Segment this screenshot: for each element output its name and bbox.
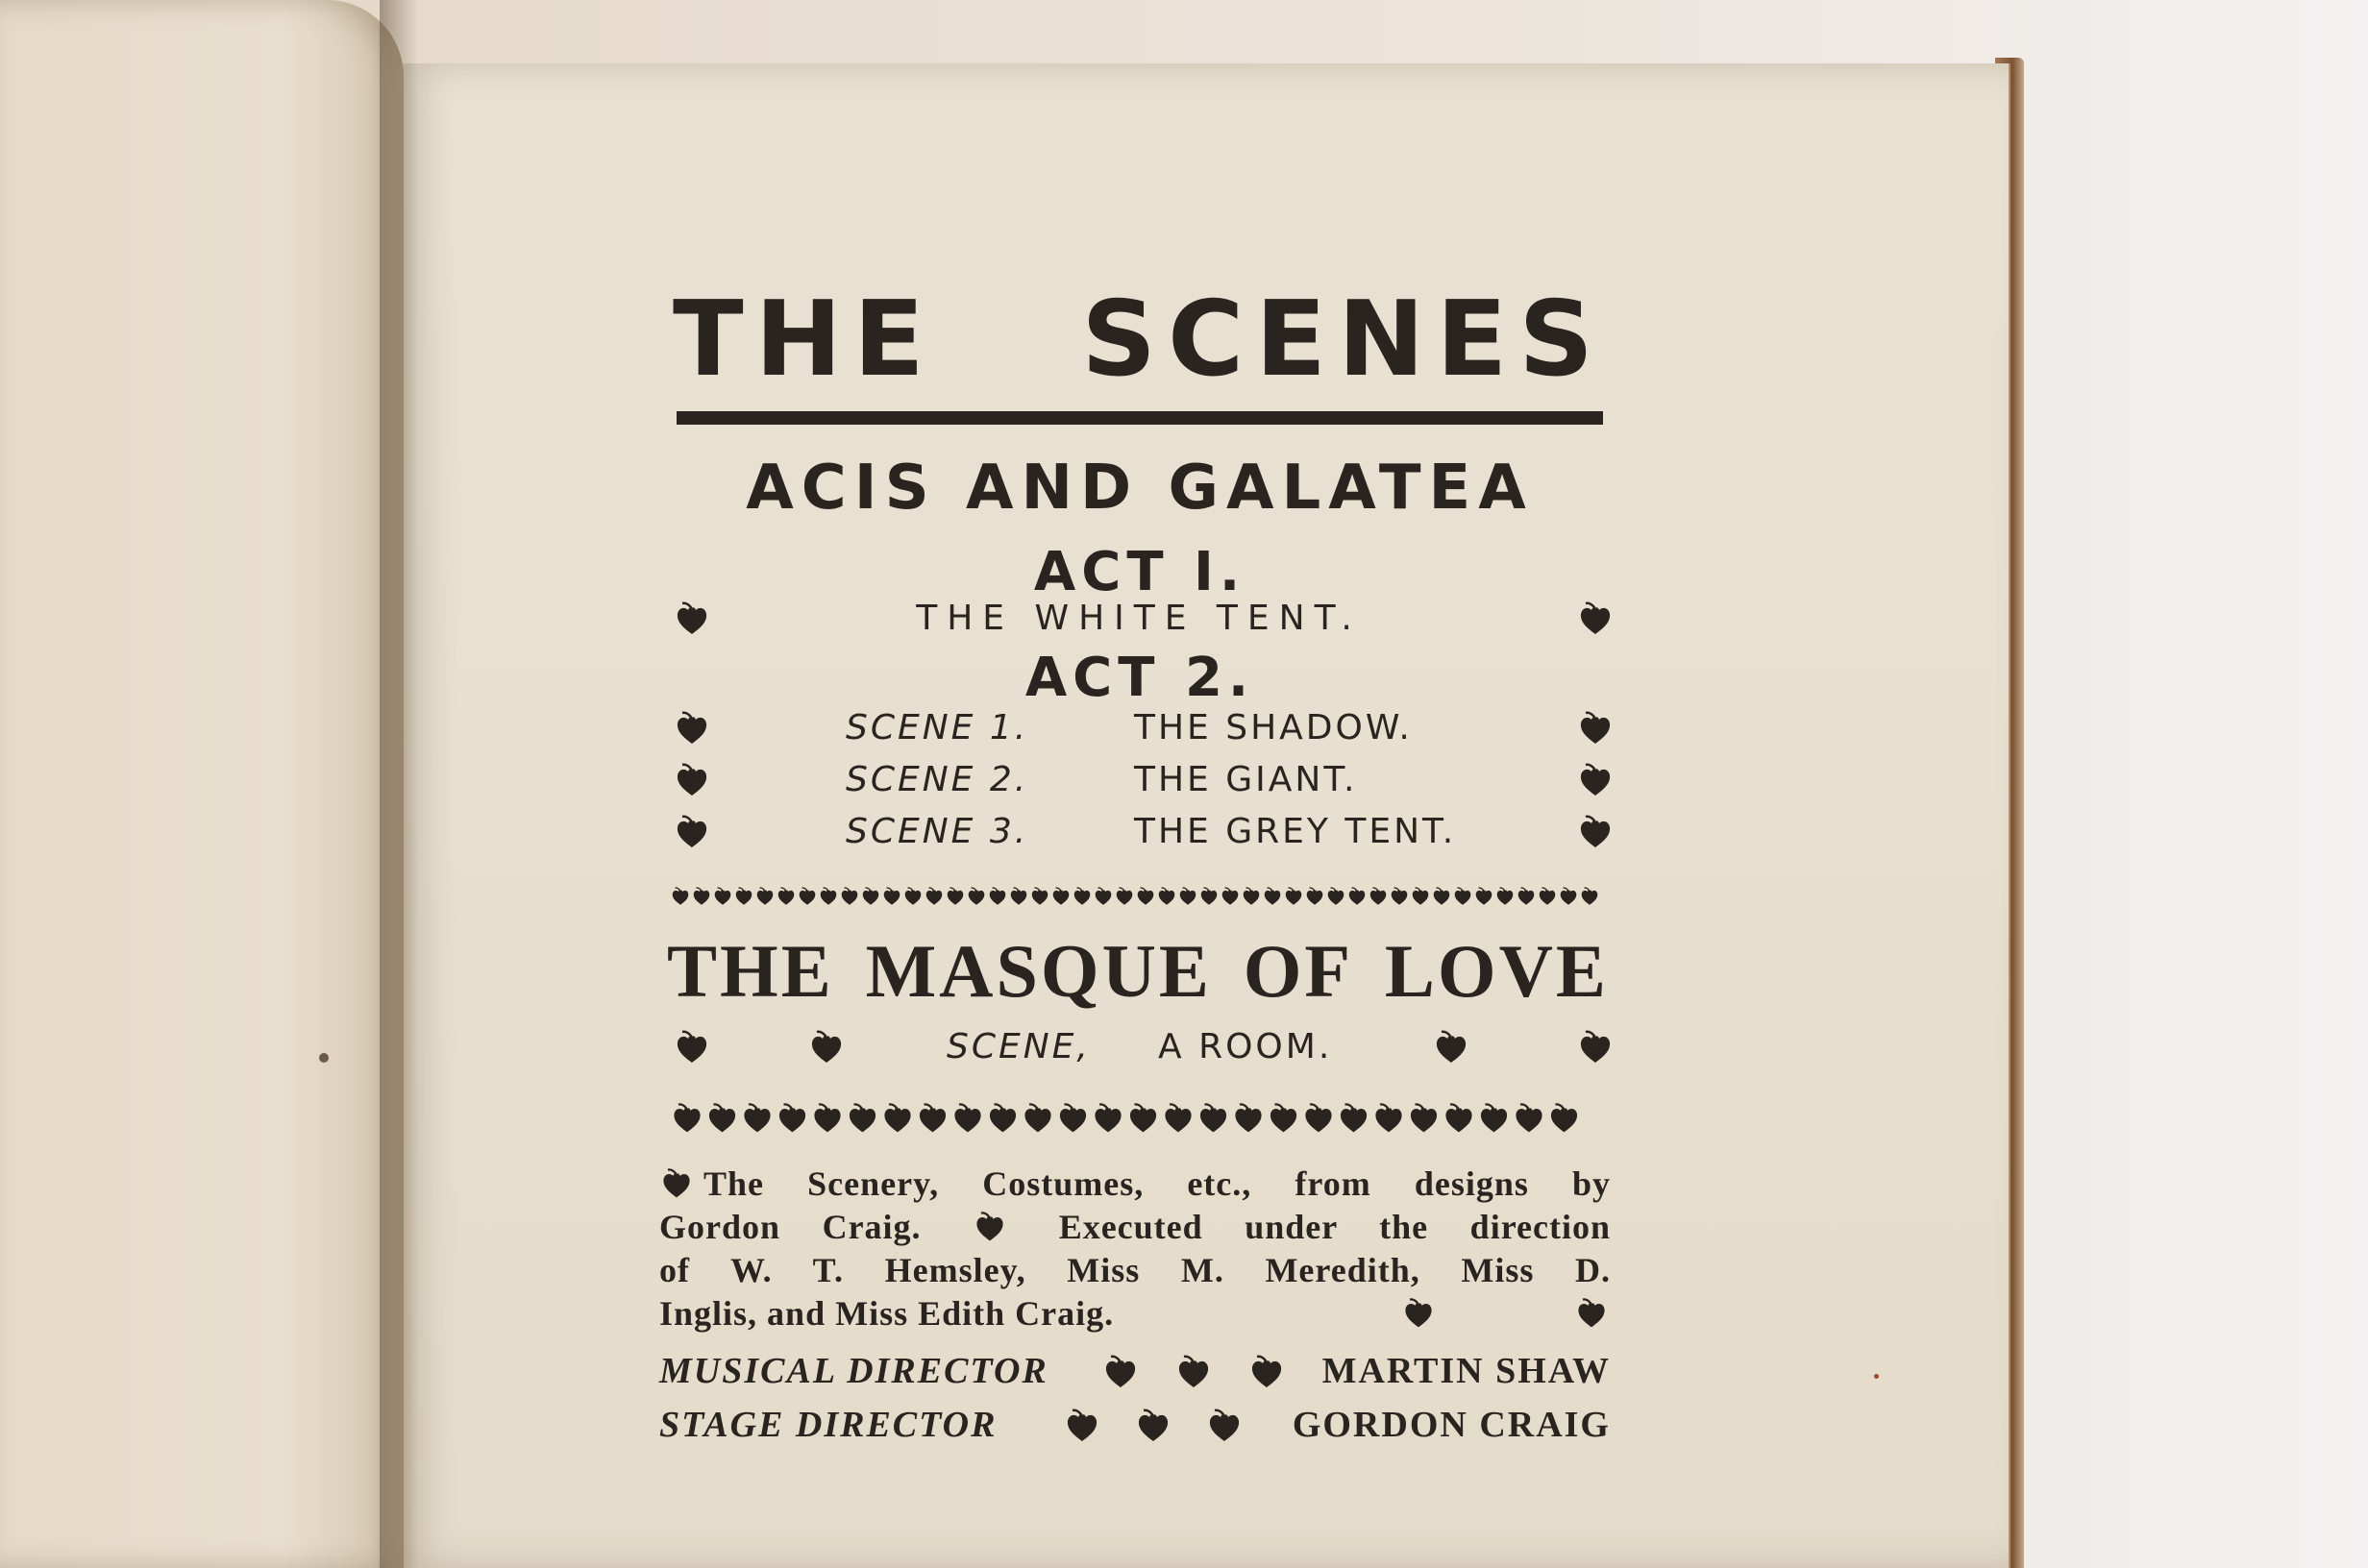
ivy-leaf-icon	[694, 888, 710, 905]
scene-name: THE SHADOW.	[1134, 708, 1413, 747]
paragraph-line	[659, 1292, 1611, 1335]
ivy-leaf-icon	[1101, 1353, 1140, 1391]
ivy-leaf-icon	[1305, 1104, 1331, 1132]
paragraph-line	[659, 1249, 1611, 1292]
ivy-leaf-icon	[1432, 1028, 1470, 1066]
ivy-leaf-icon	[1063, 1407, 1101, 1445]
ivy-leaf-icon	[990, 888, 1006, 905]
ivy-leaf-icon	[736, 888, 752, 905]
ivy-leaf-icon	[807, 1028, 846, 1066]
ivy-leaf-icon	[814, 1104, 840, 1132]
act-2-scene-row	[663, 809, 1615, 855]
ivy-leaf-icon	[1117, 888, 1133, 905]
ivy-leaf-icon	[1413, 888, 1429, 905]
title-word-the: THE	[673, 280, 936, 400]
ivy-leaf-icon	[1265, 888, 1281, 905]
ivy-leaf-icon	[1455, 888, 1471, 905]
paper-speck	[1874, 1374, 1879, 1379]
ivy-leaf-icon	[715, 888, 731, 905]
ivy-leaf-icon	[920, 1104, 946, 1132]
masque-scene-name: A ROOM.	[1158, 1027, 1333, 1066]
left-page	[0, 0, 404, 1568]
book-gutter	[380, 0, 418, 1568]
ivy-leaf-icon	[1222, 888, 1239, 905]
ivy-leaf-icon	[674, 1104, 700, 1132]
masque-word: THE	[667, 929, 834, 1013]
page-title	[673, 280, 1605, 400]
ivy-leaf-icon	[1375, 1104, 1401, 1132]
scene-label: SCENE 1.	[846, 708, 1029, 747]
masque-scene-label: SCENE,	[947, 1027, 1091, 1066]
ivy-leaf-icon	[1011, 888, 1027, 905]
ivy-leaf-icon	[1392, 888, 1408, 905]
ivy-leaf-icon	[1401, 1296, 1436, 1331]
ivy-leaf-icon	[926, 888, 943, 905]
ivy-leaf-icon	[1134, 1407, 1172, 1445]
ivy-leaf-icon	[905, 888, 922, 905]
ivy-leaf-icon	[1096, 888, 1112, 905]
credit-role: MUSICAL DIRECTOR	[659, 1351, 1048, 1391]
ivy-leaf-icon	[1540, 888, 1556, 905]
ivy-leaf-icon	[757, 888, 774, 905]
ivy-leaf-icon	[673, 600, 711, 638]
ivy-leaf-icon	[1235, 1104, 1261, 1132]
ivy-leaf-icon	[1576, 1028, 1615, 1066]
act-2-scene-row	[663, 757, 1615, 803]
ivy-leaf-border	[670, 1101, 1608, 1139]
scene-label: SCENE 2.	[846, 760, 1029, 799]
credit-name: MARTIN SHAW	[1321, 1351, 1611, 1391]
ivy-leaf-icon	[744, 1104, 770, 1132]
ivy-leaf-icon	[673, 813, 711, 851]
ivy-leaf-icon	[1349, 888, 1366, 905]
title-underline	[677, 411, 1603, 425]
paragraph-line	[659, 1163, 1611, 1206]
ivy-leaf-icon	[1307, 888, 1323, 905]
ivy-leaf-icon	[1201, 888, 1218, 905]
act-1-scene-row	[663, 596, 1615, 642]
ivy-leaf-icon	[1576, 761, 1615, 799]
ivy-leaf-icon	[1138, 888, 1154, 905]
ivy-leaf-icon	[1247, 1353, 1286, 1391]
ivy-leaf-icon	[1130, 1104, 1156, 1132]
act-2-scene-row	[663, 705, 1615, 751]
ivy-leaf-icon	[842, 888, 858, 905]
credit-name: GORDON CRAIG	[1292, 1405, 1611, 1445]
ivy-leaf-icon	[1174, 1353, 1213, 1391]
ivy-leaf-icon	[884, 1104, 910, 1132]
credit-role: STAGE DIRECTOR	[659, 1405, 998, 1445]
ivy-leaf-icon	[1244, 888, 1260, 905]
paragraph-text: Executed under the direction	[1058, 1208, 1612, 1246]
paragraph-text: Gordon Craig.	[659, 1208, 922, 1246]
ivy-leaf-icon	[1445, 1104, 1471, 1132]
ivy-leaf-icon	[1095, 1104, 1121, 1132]
ivy-leaf-icon	[1481, 1104, 1507, 1132]
ornament-divider-large	[670, 1101, 1608, 1139]
ivy-leaf-icon	[948, 888, 964, 905]
paragraph-text: Inglis, and Miss Edith Craig.	[659, 1294, 1115, 1333]
ivy-leaf-icon	[969, 888, 985, 905]
ornament-divider-small	[670, 886, 1608, 909]
ivy-leaf-icon	[1165, 1104, 1191, 1132]
ivy-leaf-icon	[1582, 888, 1598, 905]
ivy-leaf-icon	[659, 1166, 694, 1201]
ivy-leaf-icon	[1576, 813, 1615, 851]
subtitle: ACIS AND GALATEA	[746, 453, 1534, 524]
ivy-leaf-icon	[779, 1104, 805, 1132]
masque-word: OF	[1243, 929, 1354, 1013]
ivy-leaf-border	[670, 886, 1608, 909]
credit-stage-director	[659, 1401, 1611, 1449]
ivy-leaf-icon	[1576, 600, 1615, 638]
ivy-leaf-icon	[1476, 888, 1492, 905]
scene-name: THE WHITE TENT.	[916, 599, 1362, 638]
ivy-leaf-icon	[850, 1104, 876, 1132]
ivy-leaf-icon	[1032, 888, 1048, 905]
act-1-heading: ACT I.	[1033, 541, 1246, 603]
masque-word: LOVE	[1384, 929, 1609, 1013]
masque-scene-row	[663, 1024, 1615, 1070]
paragraph-text: The Scenery, Costumes, etc., from designs by	[703, 1164, 1611, 1203]
ivy-leaf-icon	[1516, 1104, 1542, 1132]
ivy-leaf-icon	[1180, 888, 1196, 905]
scene-name: THE GIANT.	[1134, 760, 1358, 799]
credit-musical-director	[659, 1347, 1611, 1395]
ivy-leaf-icon	[709, 1104, 735, 1132]
ivy-leaf-icon	[863, 888, 879, 905]
ivy-leaf-icon	[1205, 1407, 1244, 1445]
masque-title	[667, 929, 1609, 1013]
ivy-leaf-icon	[1159, 888, 1175, 905]
ivy-leaf-icon	[1286, 888, 1302, 905]
ivy-leaf-icon	[1074, 888, 1091, 905]
ivy-leaf-icon	[800, 888, 816, 905]
credits-paragraph	[659, 1163, 1611, 1335]
ivy-leaf-icon	[1411, 1104, 1437, 1132]
ivy-leaf-icon	[1060, 1104, 1086, 1132]
paragraph-line	[659, 1206, 1611, 1249]
ivy-leaf-icon	[673, 1028, 711, 1066]
masque-word: MASQUE	[865, 929, 1212, 1013]
ivy-leaf-icon	[1053, 888, 1070, 905]
scene-name: THE GREY TENT.	[1134, 812, 1457, 851]
ivy-leaf-icon	[821, 888, 837, 905]
ivy-leaf-icon	[673, 709, 711, 747]
ivy-leaf-icon	[1561, 888, 1577, 905]
title-word-scenes: SCENES	[1081, 280, 1605, 400]
ivy-leaf-icon	[1576, 709, 1615, 747]
ivy-leaf-icon	[1434, 888, 1450, 905]
ivy-leaf-icon	[1200, 1104, 1226, 1132]
ivy-leaf-icon	[884, 888, 900, 905]
ivy-leaf-icon	[1341, 1104, 1367, 1132]
ivy-leaf-icon	[673, 761, 711, 799]
ivy-leaf-icon	[673, 888, 689, 905]
paper-speck	[319, 1053, 329, 1063]
ivy-leaf-icon	[1574, 1296, 1609, 1331]
ivy-leaf-icon	[1551, 1104, 1577, 1132]
ivy-leaf-icon	[973, 1210, 1007, 1244]
scene-label: SCENE 3.	[846, 812, 1029, 851]
ivy-leaf-icon	[990, 1104, 1016, 1132]
ivy-leaf-icon	[1370, 888, 1387, 905]
ivy-leaf-icon	[1270, 1104, 1296, 1132]
paragraph-text: of W. T. Hemsley, Miss M. Meredith, Miss D.	[659, 1251, 1611, 1289]
ivy-leaf-icon	[778, 888, 795, 905]
ivy-leaf-icon	[1497, 888, 1514, 905]
ivy-leaf-icon	[1024, 1104, 1050, 1132]
act-2-heading: ACT 2.	[1024, 647, 1255, 709]
ivy-leaf-icon	[954, 1104, 980, 1132]
ivy-leaf-icon	[1328, 888, 1344, 905]
ivy-leaf-icon	[1518, 888, 1535, 905]
